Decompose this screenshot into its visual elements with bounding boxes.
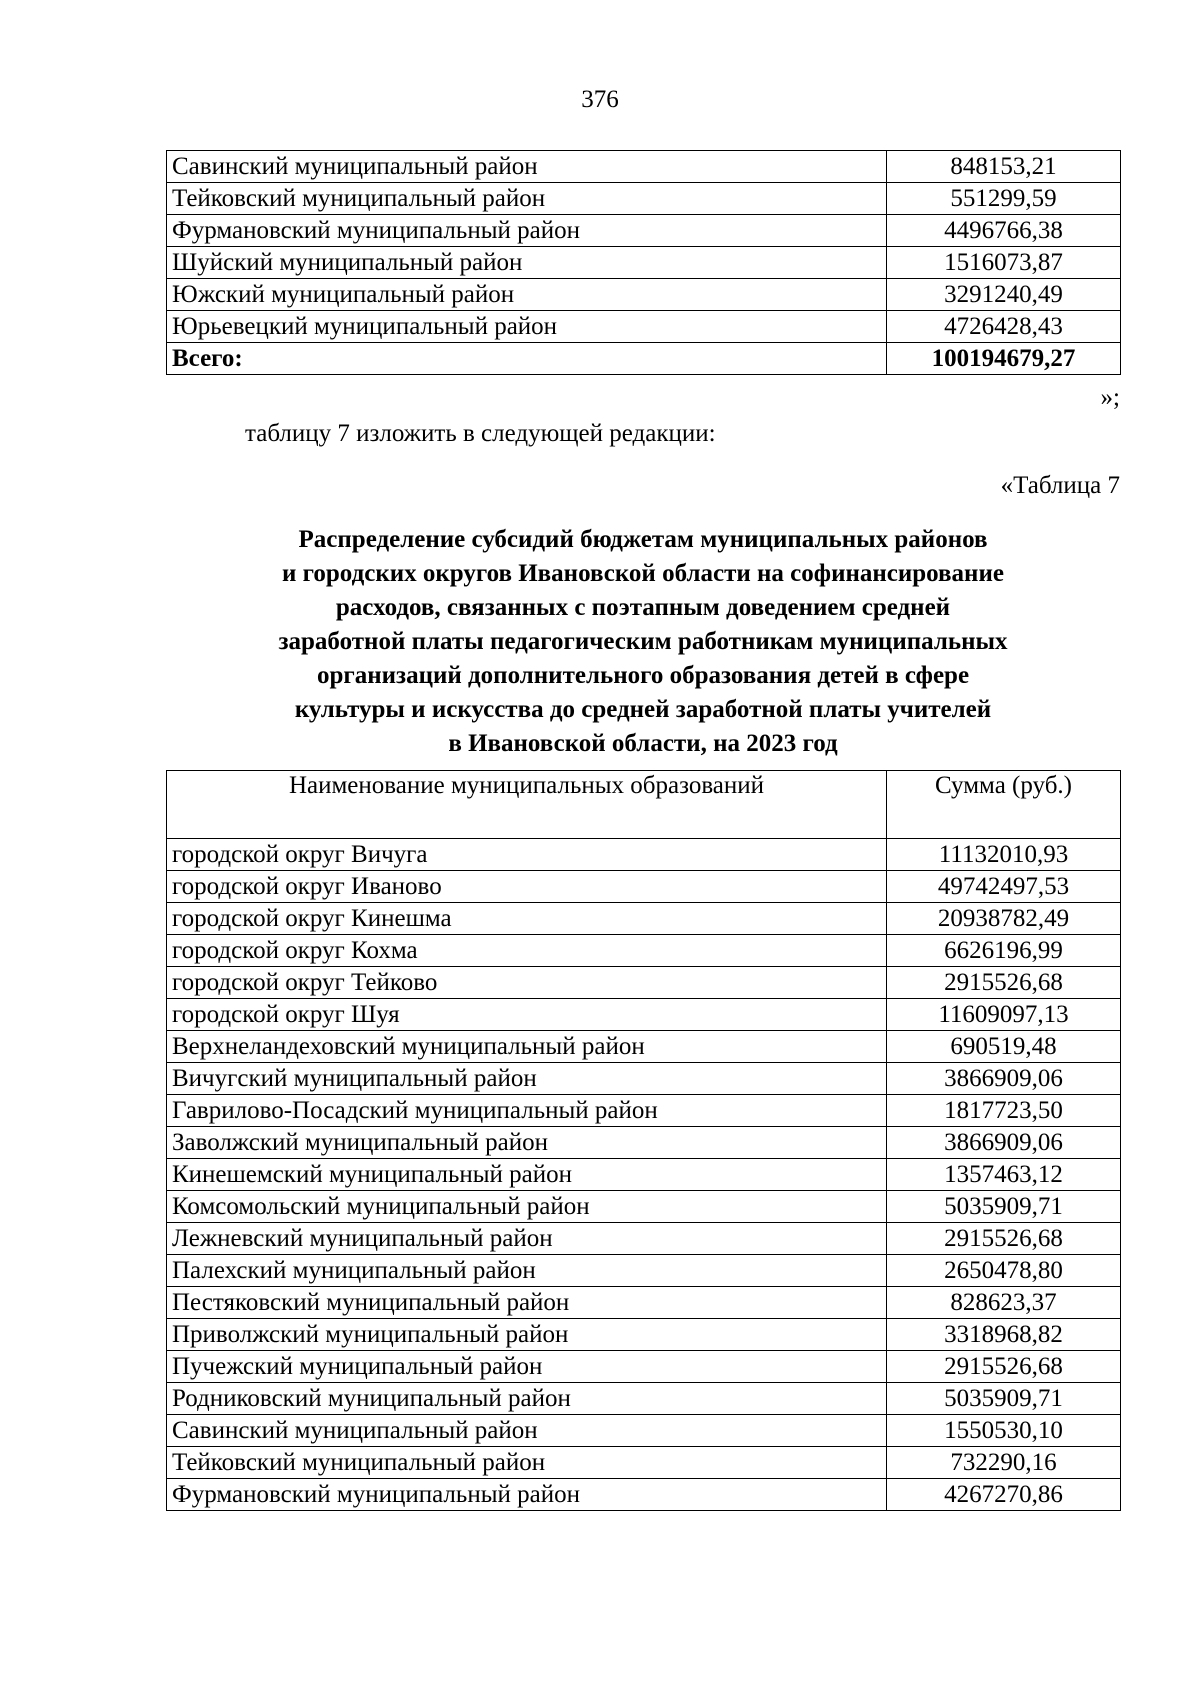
row-name-cell: Савинский муниципальный район [167, 151, 887, 183]
row-name-cell: Савинский муниципальный район [167, 1415, 887, 1447]
row-name-cell: Тейковский муниципальный район [167, 183, 887, 215]
row-name-cell: Кинешемский муниципальный район [167, 1159, 887, 1191]
row-value-cell: 690519,48 [887, 1031, 1121, 1063]
table-row [167, 1095, 1121, 1127]
instruction-text: таблицу 7 изложить в следующей редакции: [245, 420, 716, 447]
row-name-cell: Палехский муниципальный район [167, 1255, 887, 1287]
row-name-cell: Верхнеландеховский муниципальный район [167, 1031, 887, 1063]
row-value-cell: 1550530,10 [887, 1415, 1121, 1447]
row-value-cell: 4267270,86 [887, 1479, 1121, 1511]
total-row [167, 343, 1121, 375]
row-name-cell: городской округ Тейково [167, 967, 887, 999]
row-name-cell: Тейковский муниципальный район [167, 1447, 887, 1479]
table-row [167, 871, 1121, 903]
title-line: культуры и искусства до средней заработной платы учителей [294, 696, 992, 723]
row-value-cell: 3866909,06 [887, 1063, 1121, 1095]
row-name-cell: Южский муниципальный район [167, 279, 887, 311]
row-value-cell: 5035909,71 [887, 1383, 1121, 1415]
table-header-row [167, 771, 1121, 839]
row-name-cell: городской округ Кинешма [167, 903, 887, 935]
row-value-cell: 6626196,99 [887, 935, 1121, 967]
row-name-cell: Фурмановский муниципальный район [167, 1479, 887, 1511]
title-line: Распределение субсидий бюджетам муниципальных районов [298, 526, 988, 553]
row-value-cell: 4726428,43 [887, 311, 1121, 343]
table-row [167, 1319, 1121, 1351]
table-row [167, 247, 1121, 279]
row-value-cell: 3291240,49 [887, 279, 1121, 311]
row-name-cell: Вичугский муниципальный район [167, 1063, 887, 1095]
table-row [167, 215, 1121, 247]
table-row [167, 1063, 1121, 1095]
title-line: расходов, связанных с поэтапным доведением средней [335, 594, 951, 621]
header-name-cell: Наименование муниципальных образований [167, 771, 887, 839]
row-value-cell: 732290,16 [887, 1447, 1121, 1479]
row-value-cell: 2915526,68 [887, 1351, 1121, 1383]
table-title [166, 523, 1120, 761]
table-row [167, 1255, 1121, 1287]
row-name-cell: городской округ Вичуга [167, 839, 887, 871]
table-row [167, 999, 1121, 1031]
row-name-cell: Комсомольский муниципальный район [167, 1191, 887, 1223]
row-name-cell: городской округ Шуя [167, 999, 887, 1031]
row-name-cell: Пестяковский муниципальный район [167, 1287, 887, 1319]
row-name-cell: городской округ Иваново [167, 871, 887, 903]
table-row [167, 1223, 1121, 1255]
row-value-cell: 1817723,50 [887, 1095, 1121, 1127]
continued-table [166, 150, 1121, 375]
row-value-cell: 551299,59 [887, 183, 1121, 215]
header-value-cell: Сумма (руб.) [887, 771, 1121, 839]
row-value-cell: 1357463,12 [887, 1159, 1121, 1191]
row-value-cell: 848153,21 [887, 151, 1121, 183]
table-row [167, 1447, 1121, 1479]
title-line: организаций дополнительного образования детей в сфере [316, 662, 970, 689]
table-row [167, 1287, 1121, 1319]
table-row [167, 151, 1121, 183]
table-row [167, 311, 1121, 343]
table-row [167, 1031, 1121, 1063]
row-value-cell: 11132010,93 [887, 839, 1121, 871]
continued-table-body [167, 151, 1121, 375]
table-row [167, 1351, 1121, 1383]
table-label: «Таблица 7 [1000, 472, 1120, 499]
row-value-cell: 1516073,87 [887, 247, 1121, 279]
row-name-cell: Гаврилово-Посадский муниципальный район [167, 1095, 887, 1127]
row-name-cell: Лежневский муниципальный район [167, 1223, 887, 1255]
table-row [167, 903, 1121, 935]
row-value-cell: 11609097,13 [887, 999, 1121, 1031]
row-name-cell: Родниковский муниципальный район [167, 1383, 887, 1415]
row-value-cell: 2915526,68 [887, 967, 1121, 999]
table-row [167, 1383, 1121, 1415]
closing-quote: »; [1100, 384, 1120, 411]
table-row [167, 839, 1121, 871]
row-name-cell: Приволжский муниципальный район [167, 1319, 887, 1351]
table-row [167, 935, 1121, 967]
table-row [167, 1127, 1121, 1159]
row-value-cell: 828623,37 [887, 1287, 1121, 1319]
row-name-cell: городской округ Кохма [167, 935, 887, 967]
title-line: и городских округов Ивановской области на софинансирование [282, 560, 1004, 587]
row-value-cell: 20938782,49 [887, 903, 1121, 935]
table-row [167, 967, 1121, 999]
row-value-cell: 2915526,68 [887, 1223, 1121, 1255]
row-name-cell: Пучежский муниципальный район [167, 1351, 887, 1383]
row-value-cell: 3866909,06 [887, 1127, 1121, 1159]
table-row [167, 279, 1121, 311]
total-value-cell: 100194679,27 [887, 343, 1121, 375]
subsidy-table-body [167, 771, 1121, 1511]
page-number: 376 [581, 86, 619, 113]
row-name-cell: Юрьевецкий муниципальный район [167, 311, 887, 343]
table-row [167, 1479, 1121, 1511]
table-row [167, 1159, 1121, 1191]
row-name-cell: Фурмановский муниципальный район [167, 215, 887, 247]
title-line: в Ивановской области, на 2023 год [448, 730, 838, 757]
table-row [167, 1415, 1121, 1447]
row-value-cell: 5035909,71 [887, 1191, 1121, 1223]
row-value-cell: 2650478,80 [887, 1255, 1121, 1287]
row-name-cell: Заволжский муниципальный район [167, 1127, 887, 1159]
table-row [167, 183, 1121, 215]
title-line: заработной платы педагогическим работникам муниципальных [278, 628, 1008, 655]
row-value-cell: 49742497,53 [887, 871, 1121, 903]
table-row [167, 1191, 1121, 1223]
subsidy-table [166, 770, 1121, 1511]
total-label-cell: Всего: [167, 343, 887, 375]
row-value-cell: 4496766,38 [887, 215, 1121, 247]
row-value-cell: 3318968,82 [887, 1319, 1121, 1351]
row-name-cell: Шуйский муниципальный район [167, 247, 887, 279]
